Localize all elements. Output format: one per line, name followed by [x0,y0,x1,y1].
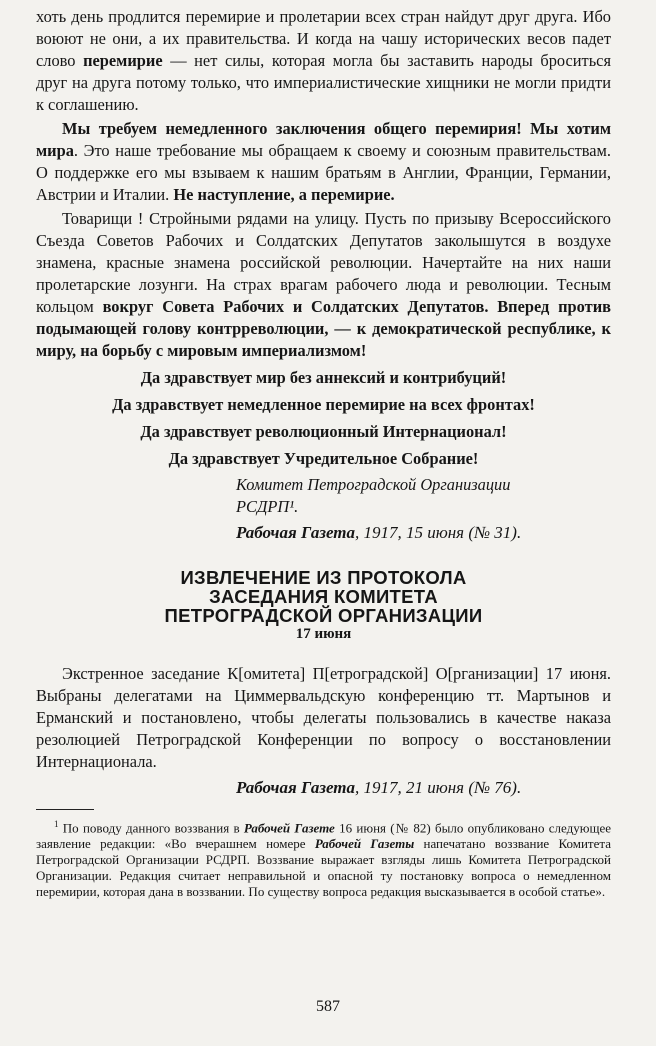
source-details: , 1917, 21 июня (№ 76). [355,778,522,797]
footnote-text: напечатано воззвание Комитета Петроградской Организации РСДРП. Воззвание выражает взгляды лишь Комитета Петроградской Организации. Редакция считает неправильной и опасной ту постановку вопроса о немедленном перемирии, которая дана в воззвании. По существу вопроса редакция высказывается в особой статье». [36,836,611,900]
appeal-paragraph-3 [36,208,611,362]
appeal-p1-bold: перемирие [83,51,163,70]
footnote-text: 16 июня (№ 82) было опубликовано следующее заявление редакции: «Во вчерашнем номере [36,820,611,852]
source-paper: Рабочая Газета [236,523,356,542]
signature-line-1: Комитет Петроградской Организации [236,475,511,494]
footnote-marker: 1 [54,819,59,829]
source-details: , 1917, 15 июня (№ 31). [355,523,522,542]
footnote-divider [36,809,94,810]
protocol-heading [36,568,611,643]
heading-line: ИЗВЛЕЧЕНИЕ ИЗ ПРОТОКОЛА [180,567,467,588]
slogan: Да здравствует мир без аннексий и контрибуций! [140,368,507,387]
protocol-body: Экстренное заседание К[омитета] П[етроградской] О[рганизации] 17 июня. Выбраны делегатами на Циммервальдскую конференцию тт. Мартынов и Ерманский и постановлено, чтобы делегаты пользовались в качестве наказа резолюцией Петроградской Конференции по вопросу о восстановлении Интернационала. [36,664,611,771]
slogan: Да здравствует Учредительное Собрание! [168,449,479,468]
appeal-p2-text: . Это наше требование мы обращаем к своему и союзным правительствам. О поддержке его мы взываем к нашим братьям в Англии, Франции, Германии, Австрии и Италии. [36,141,611,204]
footnote-text: По поводу данного воззвания в [58,820,244,836]
heading-line: ПЕТРОГРАДСКОЙ ОРГАНИЗАЦИИ [164,605,483,626]
heading-line: ЗАСЕДАНИЯ КОМИТЕТА [209,586,438,607]
footnote-ref: ¹ [289,497,295,516]
source-paper: Рабочая Газета [236,778,356,797]
signature-line-2: РСДРП¹. [236,497,299,516]
protocol-source [236,777,611,799]
appeal-p3-bold: вокруг Совета Рабочих и Солдатских Депутатов. Вперед против подымающей голову контрреволюции, — к демократической республике, к миру, на борьбу с мировым империализмом! [36,297,611,360]
appeal-p1-text: хоть день продлится перемирие и пролетарии всех стран найдут друг друга. Ибо воюют не они, а их правительства. И когда на чашу исторических весов падет слово [36,7,611,70]
signature-org: РСДРП [236,497,290,516]
appeal-p2-bold-2: Не наступление, а перемирие. [173,185,395,204]
slogan: Да здравствует революционный Интернационал! [140,422,507,441]
footnote-paper: Рабочей Газете [243,820,335,836]
slogan-list [36,364,611,472]
footnote [36,816,611,900]
appeal-source [236,522,611,544]
page-number: 587 [316,998,340,1015]
footnote-paper: Рабочей Газеты [314,836,415,852]
appeal-paragraph-2 [36,118,611,206]
protocol-block [36,663,611,799]
appeal-paragraph-1 [36,0,611,116]
appeal-p2-bold-1: Мы требуем немедленного заключения общего перемирия! Мы хотим мира [36,119,611,160]
signature [236,474,611,518]
appeal-p1-end: — нет силы, которая могла бы заставить народы броситься друг на друга потому только, что империалистические хищники не могли придти к соглашению. [36,51,611,114]
heading-date: 17 июня [295,626,352,642]
appeal-p3-text: Товарищи ! Стройными рядами на улицу. Пусть по призыву Всероссийского Съезда Советов Рабочих и Солдатских Депутатов заколышутся в воздухе знамена, красные знамена российской революции. Начертайте на них наши пролетарские лозунги. На страх врагам рабочего люда и революции. Тесным кольцом [36,209,611,316]
slogan: Да здравствует немедленное перемирие на всех фронтах! [112,395,535,414]
